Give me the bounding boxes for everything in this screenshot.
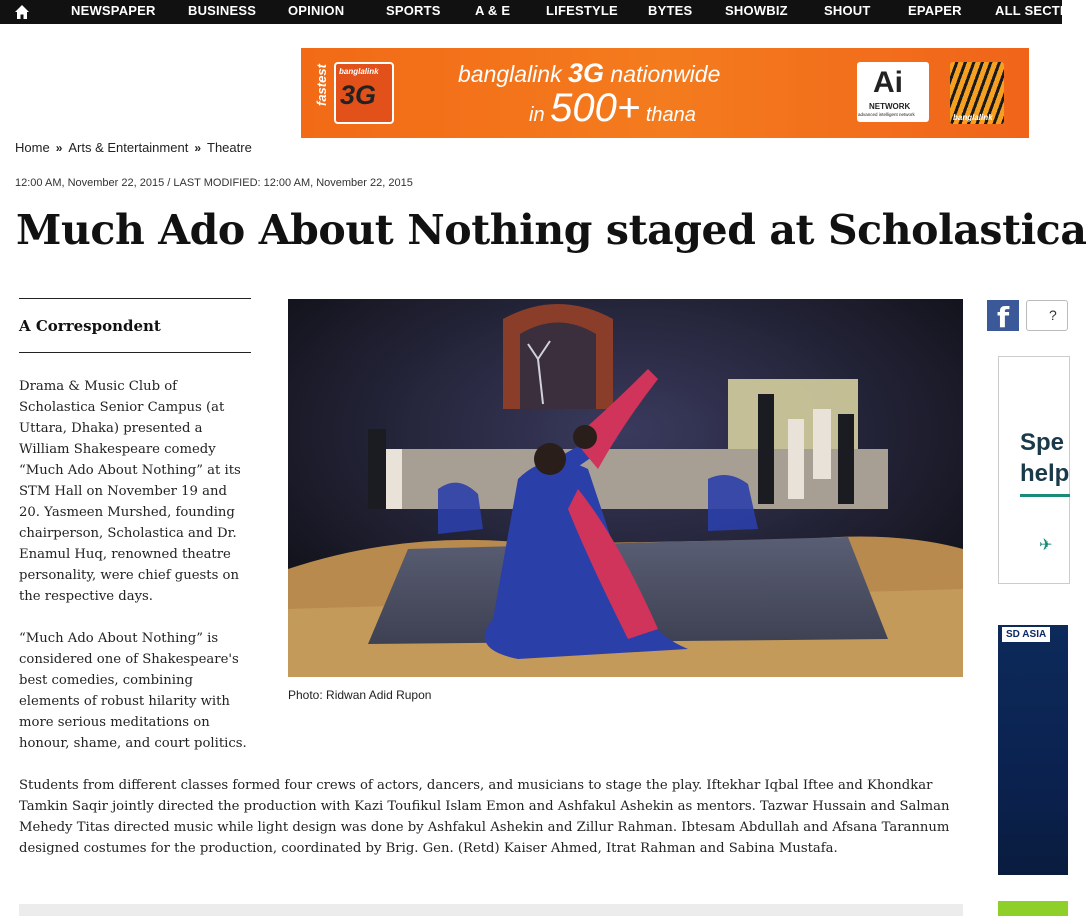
share-count: ? (1049, 307, 1057, 323)
related-section-bar (19, 904, 963, 916)
ai-network-subtext: advanced intelligent network (858, 112, 915, 117)
banner-ad[interactable] (301, 48, 1029, 138)
nav-item-opinion[interactable]: OPINION (288, 3, 345, 18)
ai-network-logo (857, 62, 929, 122)
breadcrumb (15, 140, 252, 155)
ad2-tag: SD ASIA (1002, 627, 1050, 642)
article-paragraph: “Much Ado About Nothing” is considered one of Shakespeare's best comedies, combining elements of robust hilarity with more serious meditations on honour, shame, and court politics. (19, 631, 247, 751)
home-icon[interactable] (14, 4, 30, 20)
chevron-right-icon: » (194, 141, 202, 155)
facebook-share-button[interactable] (987, 300, 1019, 334)
nav-item-epaper[interactable]: EPAPER (908, 3, 962, 18)
nav-item-lifestyle[interactable]: LIFESTYLE (546, 3, 618, 18)
chevron-right-icon: » (55, 141, 63, 155)
banner-headline-nationwide: nationwide (610, 61, 721, 87)
breadcrumb-arts-entertainment[interactable]: Arts & Entertainment (68, 140, 189, 155)
facebook-icon: f (997, 301, 1010, 334)
banglalink-3g-logo (334, 62, 394, 124)
author-box (19, 298, 251, 353)
nav-item-all-sections[interactable]: ALL SECTIO (995, 3, 1075, 18)
banner-thana: thana (645, 104, 696, 126)
sidebar-ad-1[interactable] (998, 356, 1070, 584)
nav-item-business[interactable]: BUSINESS (188, 3, 257, 18)
nav-item-sports[interactable]: SPORTS (386, 3, 441, 18)
sidebar-ad-3[interactable] (998, 901, 1068, 916)
nav-item-a-and-e[interactable]: A & E (475, 3, 511, 18)
article-body-side (19, 376, 251, 775)
article-body-full (19, 775, 963, 859)
banner-in: in (529, 104, 545, 126)
nav-item-newspaper[interactable]: NEWSPAPER (71, 3, 156, 18)
banner-headline-brand: banglalink (458, 61, 562, 87)
article-timestamp: 12:00 AM, November 22, 2015 / LAST MODIFIED: 12:00 AM, November 22, 2015 (15, 177, 413, 189)
top-navigation (0, 0, 1075, 24)
photo-caption: Photo: Ridwan Adid Rupon (288, 688, 432, 702)
airplane-icon: ✈ (1039, 537, 1053, 554)
breadcrumb-home[interactable]: Home (15, 140, 50, 155)
ad1-line-2: help (1020, 460, 1070, 487)
article-paragraph: Students from different classes formed four crews of actors, dancers, and musicians to stage the play. Iftekhar Iqbal Iftee and Khondkar Tamkin Saqir jointly directed the production with Kazi Toufikul Islam Emon and Ashfakul Ashekin as mentors. Tazwar Hussain and Salman Mehedy Titas directed music while light design was done by Ashfakul Ashekin and Zillur Rahman. Ibtesam Abdullah and Afsana Tarannum designed costumes for the production, coordinated by Brig. Gen. (Retd) Kaiser Ahmed, Itrat Rahman and Sabina Mustafa. (19, 778, 950, 856)
author-name[interactable]: A Correspondent (19, 317, 161, 335)
banner-500-plus: 500+ (550, 86, 641, 130)
article-paragraph: Drama & Music Club of Scholastica Senior Campus (at Uttara, Dhaka) presented a William Shakespeare comedy “Much Ado About Nothing” at its STM Hall on November 19 and 20. Yasmeen Murshed, founding chairperson, Scholastica and Dr. Enamul Huq, renowned theatre personality, were chief guests on the respective days. (19, 379, 241, 604)
logo-3g-text: 3G (340, 80, 377, 110)
breadcrumb-theatre[interactable]: Theatre (207, 140, 252, 155)
article-title: Much Ado About Nothing staged at Scholastica (16, 206, 1087, 254)
ai-letters: Ai (873, 66, 903, 99)
ad1-line-1: Spe (1020, 429, 1065, 456)
share-count-bubble (1026, 300, 1068, 331)
sidebar-ad-2[interactable] (998, 625, 1068, 875)
ai-network-text: NETWORK (869, 102, 911, 111)
logo-brand-text: banglalink (339, 67, 379, 76)
tiger-logo-text: banglalink (953, 113, 993, 122)
banglalink-tiger-logo (950, 62, 1004, 124)
article-photo (288, 299, 963, 677)
banner-subheadline (529, 86, 696, 131)
nav-item-showbiz[interactable]: SHOWBIZ (725, 3, 788, 18)
nav-item-bytes[interactable]: BYTES (648, 3, 693, 18)
ad1-accent-bar (1020, 494, 1070, 497)
banner-fastest-text: fastest (314, 64, 329, 106)
nav-item-shout[interactable]: SHOUT (824, 3, 871, 18)
stage-scene-image (288, 299, 963, 677)
banner-headline-3g: 3G (567, 58, 605, 88)
banner-headline (458, 58, 720, 89)
